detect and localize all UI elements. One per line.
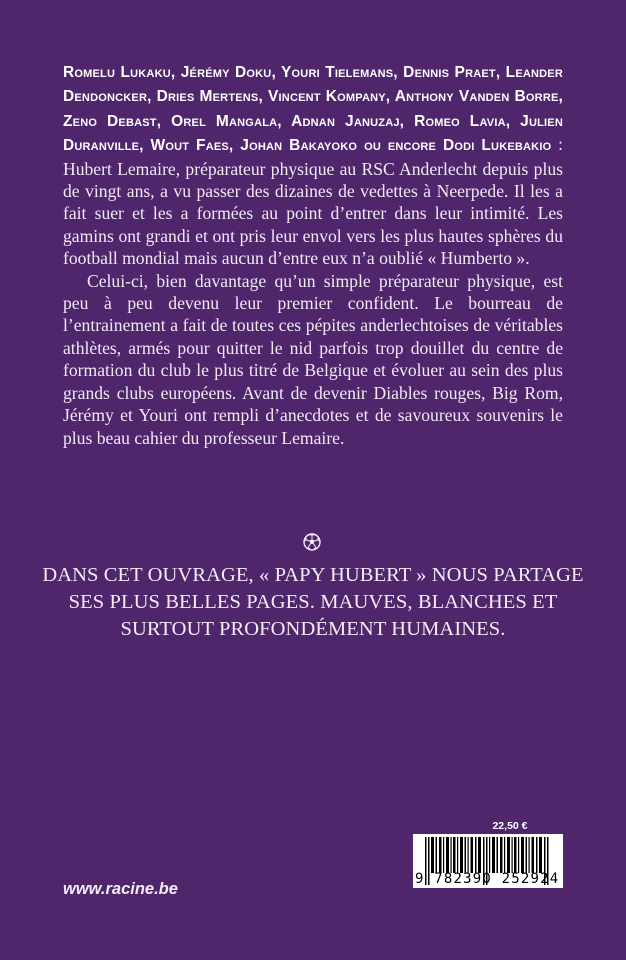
paragraph-1-text: : Hubert Lemaire, préparateur physique au RSC Anderlecht depuis plus de vingt ans, a vu passer des dizaines de vedettes à Neerpede. Il les a fait suer et les a formées au point d’entrer dans leur intimité. Les gamins ont grandi et ont pris leur envol vers les plus hautes sphères du football mondial mais aucun d’entre eux n’a oublié « Humberto ». — [63, 134, 563, 269]
football-icon — [303, 533, 321, 551]
price-label: 22,50 € — [492, 820, 528, 832]
blurb — [63, 60, 563, 449]
blurb-paragraph-1 — [63, 60, 563, 270]
isbn-number: 9 782390 252924 — [415, 871, 560, 887]
tagline: DANS CET OUVRAGE, « PAPY HUBERT » NOUS PARTAGE SES PLUS BELLES PAGES. MAUVES, BLANCHES ET SURTOUT PROFONDÉMENT HUMAINES. — [42, 564, 584, 640]
blurb-paragraph-2: Celui-ci, bien davantage qu’un simple préparateur physique, est peu à peu devenu leur premier confident. Le bourreau de l’entrainement a fait de toutes ces pépites anderlechtoises de véritables athlètes, armés pour quitter le nid parfois trop douillet du centre de formation du club le plus titré de Belgique et évoluer au sein des plus grands clubs européens. Avant de devenir Diables rouges, Big Rom, Jérémy et Youri ont rempli d’anecdotes et de savoureux souvenirs le plus beau cahier du professeur Lemaire. — [63, 270, 563, 448]
player-names: Romelu Lukaku, Jérémy Doku, Youri Tielemans, Dennis Praet, Leander Dendoncker, Dries Mertens, Vincent Kompany, Anthony Vanden Borre, Zeno Debast, Orel Mangala, Adnan Januzaj, Romeo Lavia, Julien Duranville, Wout Faes, Johan Bakayoko ou encore Dodi Lukebakio — [63, 64, 563, 155]
isbn-barcode — [413, 834, 563, 888]
publisher-website: www.racine.be — [63, 880, 178, 898]
